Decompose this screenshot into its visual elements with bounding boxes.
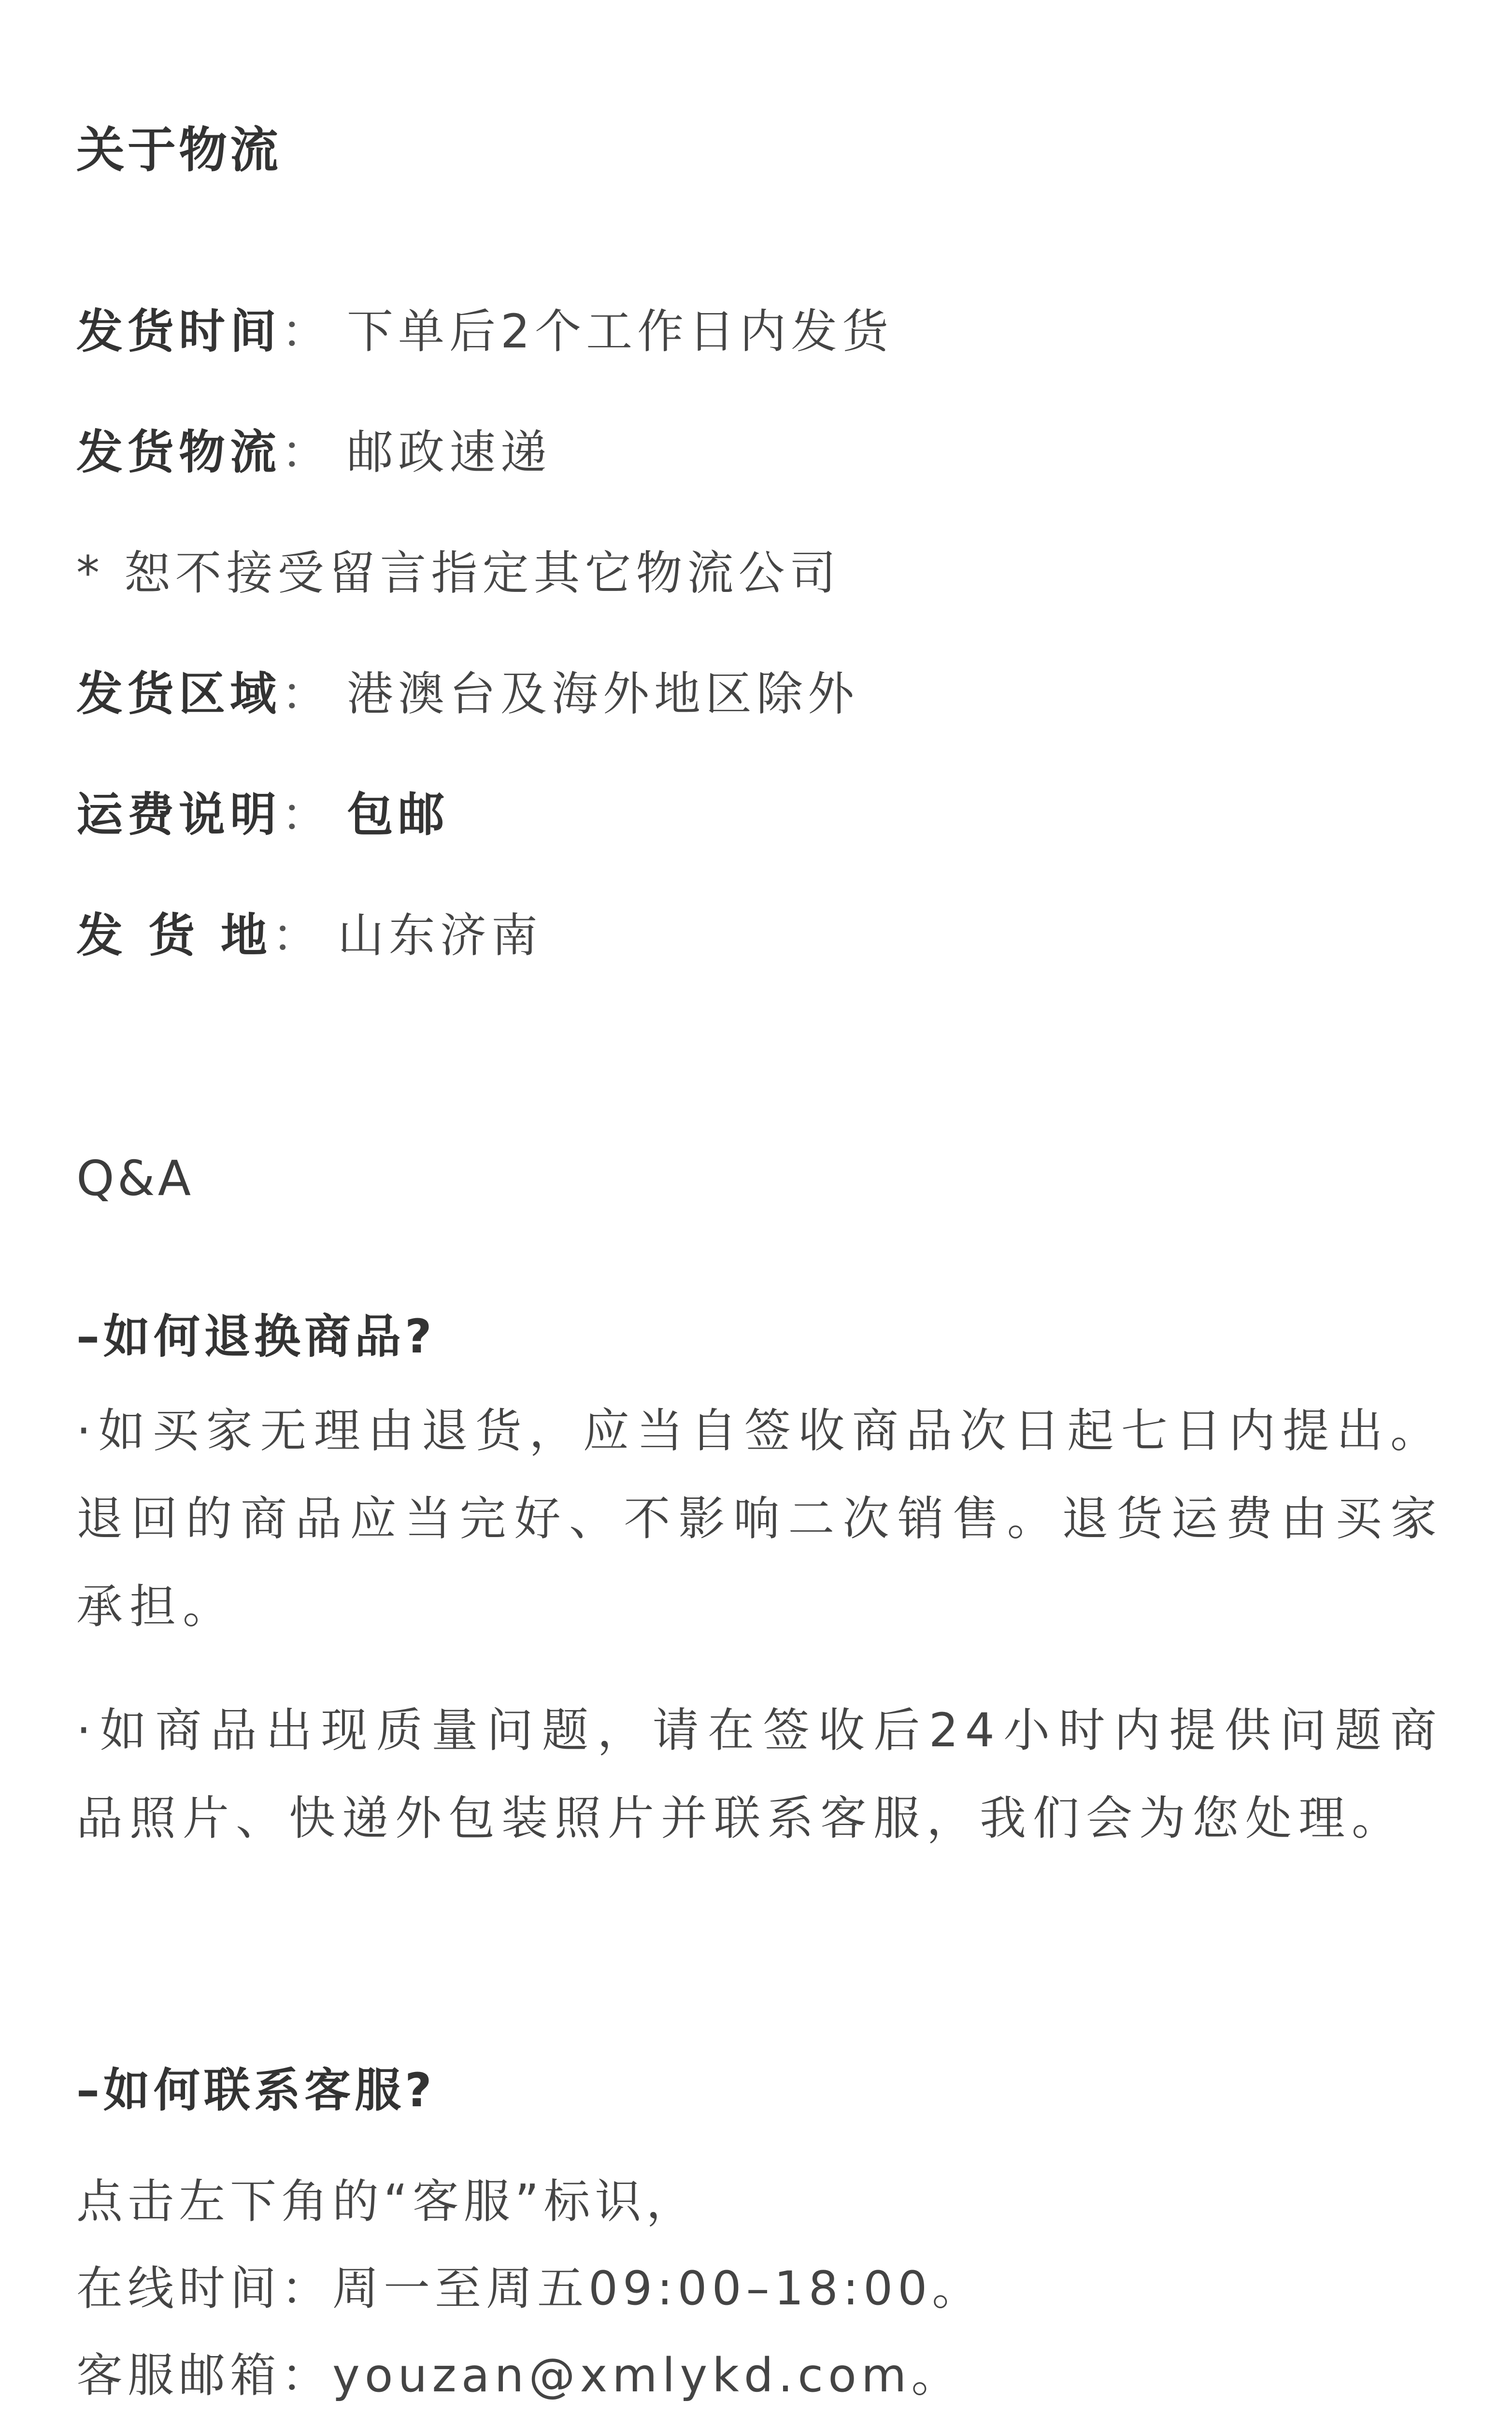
qa-answer-contact-email: 客服邮箱：youzan@xmlykd.com。 [76,2348,963,2402]
row-label: 运费说明 [76,788,281,842]
row-value: 邮政速递 [347,425,552,479]
row-label: 发 货 地 [76,908,272,963]
logistics-row-carrier [76,416,552,482]
logistics-note [76,536,841,603]
row-separator: ： [281,788,332,842]
logistics-row-ship-time [76,295,893,361]
qa-answer-contact-hours: 在线时间：周一至周五09:00–18:00。 [76,2261,984,2315]
row-separator: ： [271,908,323,963]
row-label: 发货区域 [76,667,281,721]
qa-answer-contact-line: 点击左下角的“客服”标识， [76,2174,698,2229]
logistics-row-shipping-fee [76,778,449,844]
logistics-title: 关于物流 [76,122,281,178]
qa-question-return: –如何退换商品? [76,1309,436,1364]
qa-question-contact: –如何联系客服? [76,2063,436,2117]
qa-title: Q&A [76,1150,194,1207]
row-label: 发货时间 [76,304,281,359]
row-separator: ： [281,304,332,359]
row-value: 港澳台及海外地区除外 [347,667,859,721]
logistics-row-origin [76,899,542,965]
logistics-row-region [76,657,859,723]
note-text: * 恕不接受留言指定其它物流公司 [76,546,841,600]
row-separator: ： [281,667,332,721]
row-value: 山东济南 [337,908,542,963]
row-value: 下单后2个工作日内发货 [347,304,894,359]
row-value: 包邮 [347,788,449,842]
row-separator: ： [281,425,332,479]
qa-answer-return-paragraph: ·如商品出现质量问题，请在签收后24小时内提供问题商品照片、快递外包装照片并联系客服，我们会为您处理。 [76,1703,1443,1845]
row-label: 发货物流 [76,425,281,479]
qa-answer-return-paragraph: ·如买家无理由退货，应当自签收商品次日起七日内提出。退回的商品应当完好、不影响二次销售。退货运费由买家承担。 [76,1404,1443,1634]
